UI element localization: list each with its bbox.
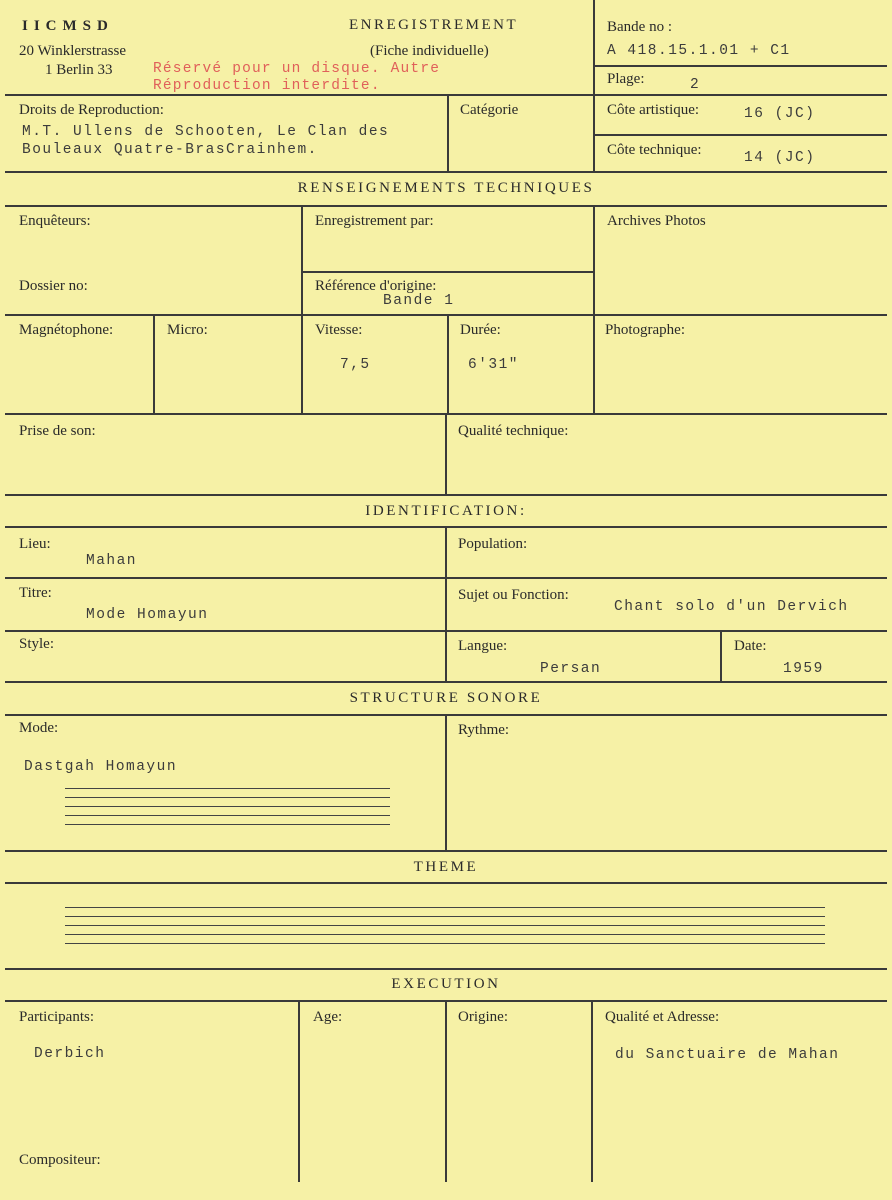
mode-value: Dastgah Homayun bbox=[24, 759, 178, 775]
langue-label: Langue: bbox=[458, 638, 508, 654]
bande-label: Bande no : bbox=[607, 19, 672, 35]
population-label: Population: bbox=[458, 536, 528, 552]
section-title-structure: STRUCTURE SONORE bbox=[349, 690, 543, 706]
sujet-value: Chant solo d'un Dervich bbox=[614, 599, 849, 615]
qualite-technique-label: Qualité technique: bbox=[458, 423, 569, 439]
reference-value: Bande 1 bbox=[383, 293, 455, 309]
rule bbox=[593, 134, 887, 136]
micro-label: Micro: bbox=[167, 322, 208, 338]
date-label: Date: bbox=[734, 638, 767, 654]
form-subtitle: (Fiche individuelle) bbox=[370, 43, 489, 59]
rights-line-2: Bouleaux Quatre-BrasCrainhem. bbox=[22, 142, 318, 158]
titre-value: Mode Homayun bbox=[86, 607, 209, 623]
rule bbox=[5, 681, 887, 683]
rule bbox=[445, 413, 447, 494]
section-title-technical: RENSEIGNEMENTS TECHNIQUES bbox=[297, 180, 595, 196]
rule bbox=[5, 850, 887, 852]
rule bbox=[593, 205, 595, 413]
bande-value: A 418.15.1.01 + C1 bbox=[607, 43, 791, 59]
titre-label: Titre: bbox=[19, 585, 52, 601]
staff-line bbox=[65, 916, 825, 917]
staff-line bbox=[65, 907, 825, 908]
staff-line bbox=[65, 934, 825, 935]
rule bbox=[591, 1000, 593, 1182]
vitesse-value: 7,5 bbox=[340, 357, 371, 373]
rythme-label: Rythme: bbox=[458, 722, 510, 738]
staff-line bbox=[65, 815, 390, 816]
section-title-execution: EXECUTION bbox=[391, 976, 501, 992]
address-line-2: 1 Berlin 33 bbox=[45, 62, 113, 78]
rule bbox=[153, 314, 155, 413]
staff-line bbox=[65, 925, 825, 926]
lieu-value: Mahan bbox=[86, 553, 138, 569]
age-label: Age: bbox=[313, 1009, 343, 1025]
cote-artistique-value: 16 (JC) bbox=[744, 106, 816, 122]
staff-line bbox=[65, 824, 390, 825]
enregistrement-par-label: Enregistrement par: bbox=[315, 213, 434, 229]
rule bbox=[5, 314, 887, 316]
staff-line bbox=[65, 943, 825, 944]
sujet-label: Sujet ou Fonction: bbox=[458, 587, 569, 603]
rule bbox=[5, 968, 887, 970]
magnetophone-label: Magnétophone: bbox=[19, 322, 114, 338]
rule bbox=[720, 630, 722, 681]
origine-label: Origine: bbox=[458, 1009, 508, 1025]
rule bbox=[593, 0, 595, 171]
qualite-adresse-label: Qualité et Adresse: bbox=[605, 1009, 720, 1025]
rule bbox=[301, 205, 303, 413]
compositeur-label: Compositeur: bbox=[19, 1152, 101, 1168]
enqueteurs-label: Enquêteurs: bbox=[19, 213, 91, 229]
qualite-adresse-value: du Sanctuaire de Mahan bbox=[615, 1047, 840, 1063]
cote-artistique-label: Côte artistique: bbox=[607, 102, 700, 118]
rule bbox=[445, 526, 447, 681]
cote-technique-value: 14 (JC) bbox=[744, 150, 816, 166]
mode-label: Mode: bbox=[19, 720, 59, 736]
rule bbox=[5, 494, 887, 496]
plage-value: 2 bbox=[690, 77, 701, 93]
reference-label: Référence d'origine: bbox=[315, 278, 437, 294]
rule bbox=[593, 65, 887, 67]
reproduction-stamp-line-1: Réservé pour un disque. Autre bbox=[153, 61, 441, 77]
prise-de-son-label: Prise de son: bbox=[19, 423, 96, 439]
staff-line bbox=[65, 797, 390, 798]
rule bbox=[5, 94, 887, 96]
langue-value: Persan bbox=[540, 661, 602, 677]
address-line-1: 20 Winklerstrasse bbox=[19, 43, 127, 59]
institute-logo: IICMSD bbox=[22, 18, 114, 34]
plage-label: Plage: bbox=[607, 71, 645, 87]
section-title-theme: THEME bbox=[413, 859, 479, 875]
vitesse-label: Vitesse: bbox=[315, 322, 363, 338]
rights-label: Droits de Reproduction: bbox=[19, 102, 164, 118]
participants-value: Derbich bbox=[34, 1046, 106, 1062]
staff-line bbox=[65, 806, 390, 807]
lieu-label: Lieu: bbox=[19, 536, 51, 552]
duree-label: Durée: bbox=[460, 322, 501, 338]
dossier-label: Dossier no: bbox=[19, 278, 88, 294]
staff-line bbox=[65, 788, 390, 789]
style-label: Style: bbox=[19, 636, 55, 652]
reproduction-stamp-line-2: Réproduction interdite. bbox=[153, 78, 381, 94]
rights-line-1: M.T. Ullens de Schooten, Le Clan des bbox=[22, 124, 390, 140]
rule bbox=[445, 714, 447, 850]
form-title: ENREGISTREMENT bbox=[349, 17, 519, 33]
rule bbox=[445, 1000, 447, 1182]
participants-label: Participants: bbox=[19, 1009, 94, 1025]
archives-photos-label: Archives Photos bbox=[607, 213, 706, 229]
duree-value: 6'31" bbox=[468, 357, 520, 373]
categorie-label: Catégorie bbox=[460, 102, 519, 118]
date-value: 1959 bbox=[783, 661, 824, 677]
rule bbox=[5, 882, 887, 884]
rule bbox=[447, 94, 449, 171]
photographe-label: Photographe: bbox=[605, 322, 685, 338]
section-title-identification: IDENTIFICATION: bbox=[365, 503, 527, 519]
rule bbox=[301, 271, 593, 273]
rule bbox=[298, 1000, 300, 1182]
rule bbox=[5, 205, 887, 207]
rule bbox=[5, 171, 887, 173]
cote-technique-label: Côte technique: bbox=[607, 142, 702, 158]
rule bbox=[447, 314, 449, 413]
